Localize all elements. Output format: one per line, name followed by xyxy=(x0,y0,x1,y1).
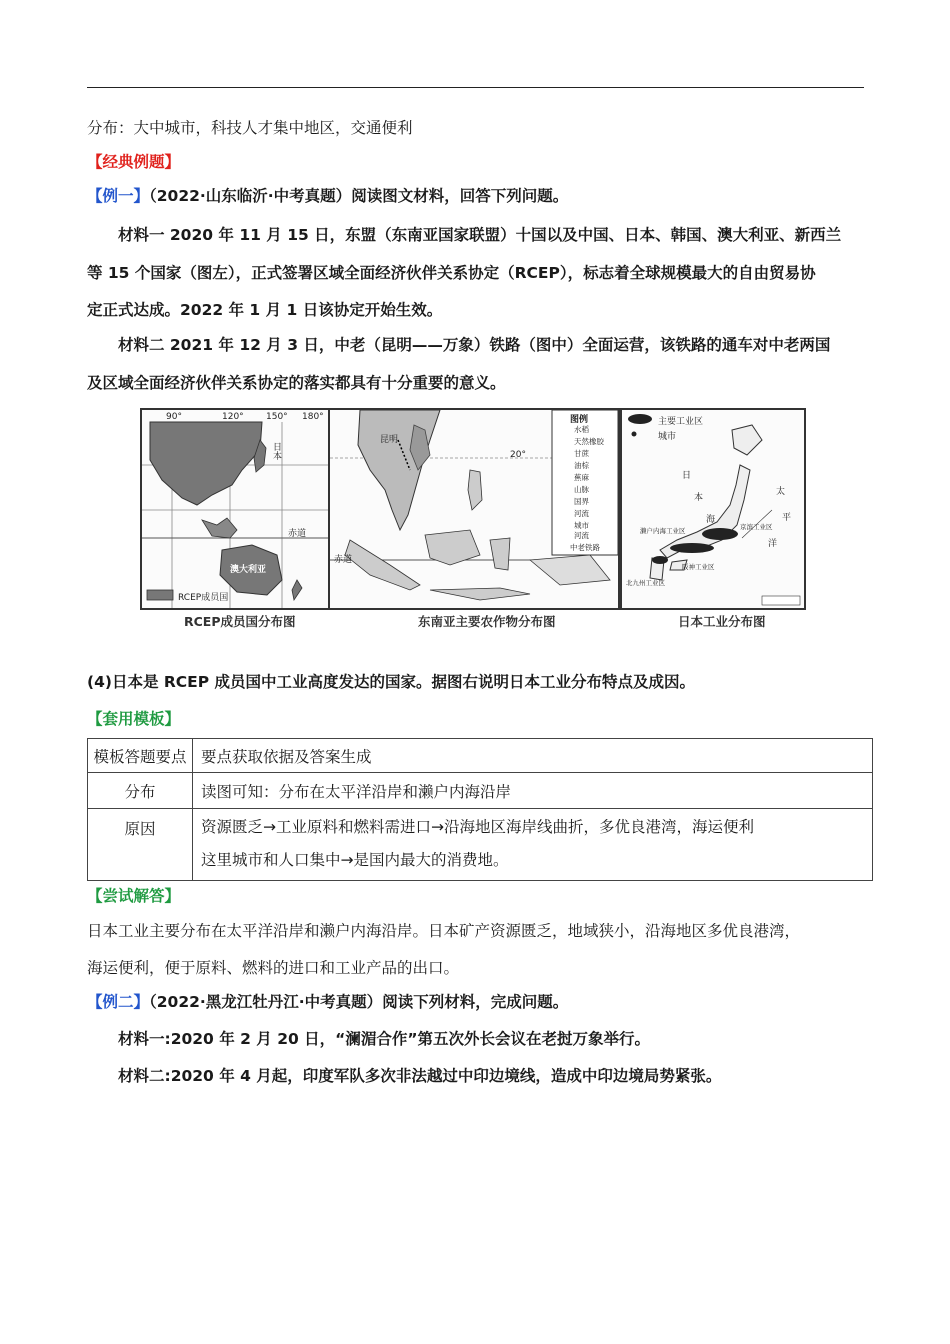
rcep-legend-label: RCEP成员国 xyxy=(178,593,229,603)
question-4: (4)日本是 RCEP 成员国中工业高度发达的国家。据图右说明日本工业分布特点及成因。 xyxy=(87,673,696,691)
lon-label-180: 180° xyxy=(302,412,324,422)
header-rule xyxy=(87,87,864,88)
template-table xyxy=(87,738,873,881)
section-template-heading: 【套用模板】 xyxy=(87,710,181,728)
australia-label: 澳大利亚 xyxy=(230,565,267,575)
answer-line2: 海运便利，便于原料、燃料的进口和工业产品的出口。 xyxy=(87,959,460,977)
legend-river: 河流 xyxy=(574,509,589,518)
example1-source: （2022·山东临沂·中考真题） xyxy=(149,187,352,205)
example2-label: 【例二】 xyxy=(87,993,150,1011)
row-distribution-value: 读图可知：分布在太平洋沿岸和濑户内海沿岸 xyxy=(193,773,873,809)
city-legend: 城市 xyxy=(658,432,677,442)
material2-line1: 材料二 2021 年 12 月 3 日，中老（昆明——万象）铁路（图中）全面运营，该铁路的通车对中老两国 xyxy=(118,336,831,354)
ocean-char-1: 太 xyxy=(776,487,786,497)
keihin-label: 京滨工业区 xyxy=(740,523,773,531)
middle-equator-label: 赤道 xyxy=(334,555,353,565)
lat-20-label: 20° xyxy=(510,450,526,460)
legend-railway: 中老铁路 xyxy=(570,543,600,552)
ocean-char-3: 洋 xyxy=(768,539,778,549)
lon-label-150: 150° xyxy=(266,412,288,422)
rcep-map xyxy=(140,408,330,610)
sea-crops-map-caption: 东南亚主要农作物分布图 xyxy=(418,614,556,629)
ocean-char-2: 平 xyxy=(782,513,792,523)
lon-label-90: 90° xyxy=(166,412,182,422)
reason-line-2: 这里城市和人口集中→是国内最大的消费地。 xyxy=(201,851,509,869)
material2-line2: 及区域全面经济伙伴关系协定的落实都具有十分重要的意义。 xyxy=(87,374,506,392)
reason-line-1: 资源匮乏→工业原料和燃料需进口→沿海地区海岸线曲折，多优良港湾，海运便利 xyxy=(201,818,754,836)
lon-label-120: 120° xyxy=(222,412,244,422)
example1-prompt: 阅读图文材料，回答下列问题。 xyxy=(351,187,569,205)
table-header-row xyxy=(88,739,873,773)
hanshin-label: 阪神工业区 xyxy=(682,563,715,571)
material1-line1: 材料一 2020 年 11 月 15 日，东盟（东南亚国家联盟）十国以及中国、日本、韩国、澳大利亚、新西兰 xyxy=(118,226,842,244)
material1-line3: 定正式达成。2022 年 1 月 1 日该协定开始生效。 xyxy=(87,301,443,319)
legend-city: 城市 xyxy=(574,521,589,530)
japan-label: 日本 xyxy=(271,442,281,460)
example2-heading xyxy=(87,992,568,1012)
table-header-key: 模板答题要点 xyxy=(88,739,193,773)
kunming-label: 昆明 xyxy=(380,435,399,445)
japan-industry-map xyxy=(620,408,806,610)
equator-label: 赤道 xyxy=(288,529,307,539)
sea-char-2: 本 xyxy=(694,493,704,503)
legend-title: 图例 xyxy=(570,415,589,425)
industrial-area-legend: 主要工业区 xyxy=(658,417,704,427)
legend-mountain: 山脉 xyxy=(574,485,589,494)
example2-material2: 材料二:2020 年 4 月起，印度军队多次非法越过中印边境线，造成中印边境局势紧张。 xyxy=(118,1067,722,1085)
japan-industry-map-caption: 日本工业分布图 xyxy=(678,614,766,629)
intro-text: 分布：大中城市，科技人才集中地区，交通便利 xyxy=(87,119,413,137)
table-header-value: 要点获取依据及答案生成 xyxy=(193,739,873,773)
example1-heading xyxy=(87,186,568,206)
row-reason-key: 原因 xyxy=(88,809,193,881)
section-try-heading: 【尝试解答】 xyxy=(87,887,181,905)
answer-line1: 日本工业主要分布在太平洋沿岸和濑户内海沿岸。日本矿产资源匮乏，地域狭小，沿海地区多优良港湾， xyxy=(87,922,801,940)
table-row xyxy=(88,773,873,809)
rcep-map-caption: RCEP成员国分布图 xyxy=(184,614,296,629)
legend-rice: 水稻 xyxy=(574,425,589,434)
kitakyushu-label: 北九州工业区 xyxy=(626,579,665,587)
sea-char-3: 海 xyxy=(706,515,716,525)
legend-rubber: 天然橡胶 xyxy=(574,437,604,446)
legend-border: 国界 xyxy=(574,497,589,506)
row-distribution-key: 分布 xyxy=(88,773,193,809)
maps-figure xyxy=(140,408,806,630)
example2-prompt: 阅读下列材料，完成问题。 xyxy=(382,993,569,1011)
example2-source: （2022·黑龙江牡丹江·中考真题） xyxy=(149,993,383,1011)
legend-oil-palm: 油棕 xyxy=(574,461,589,470)
material1-line2: 等 15 个国家（图左），正式签署区域全面经济伙伴关系协定（RCEP），标志着全球规模最大的自由贸易协 xyxy=(87,264,816,282)
sea-char-1: 日 xyxy=(682,471,692,481)
setouchi-label: 濑户内海工业区 xyxy=(640,527,686,535)
section-classic-heading: 【经典例题】 xyxy=(87,153,181,171)
rcep-map-graphic xyxy=(142,410,328,608)
row-reason-value xyxy=(193,809,873,881)
legend-river-2: 河流 xyxy=(574,531,589,540)
table-row xyxy=(88,809,873,881)
legend-sugarcane: 甘蔗 xyxy=(574,449,589,458)
legend-abaca: 蕉麻 xyxy=(574,473,589,482)
sea-crops-map xyxy=(328,408,620,610)
example2-material1: 材料一:2020 年 2 月 20 日，“澜湄合作”第五次外长会议在老挝万象举行。 xyxy=(118,1030,651,1048)
example1-label: 【例一】 xyxy=(87,187,150,205)
